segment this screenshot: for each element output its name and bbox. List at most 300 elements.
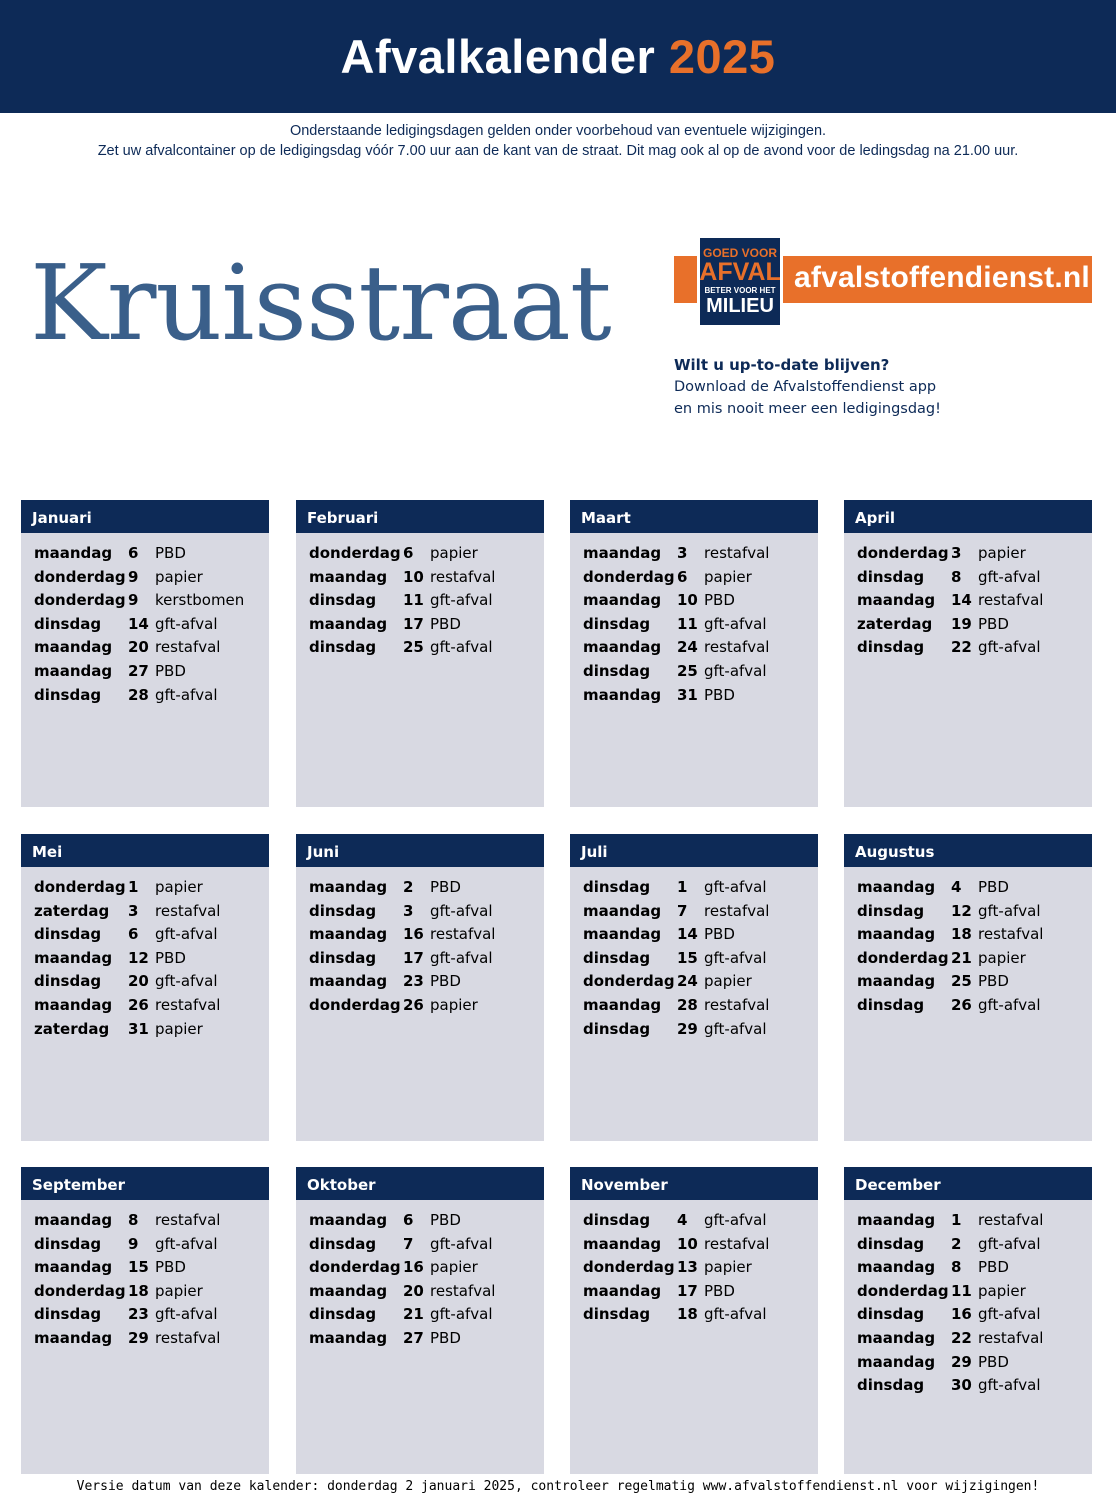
collection-entry [34,923,269,947]
collection-entry [309,1327,544,1351]
month-title: Maart [570,500,818,533]
entry-waste-type: papier [155,567,203,586]
entry-waste-type: gft-afval [978,995,1041,1014]
entry-list [21,533,269,707]
entry-date: 21 [403,1305,424,1324]
entry-list [570,533,818,707]
entry-list [296,533,544,660]
entry-day: donderdag [309,544,401,562]
entry-date: 28 [677,995,698,1014]
collection-entry [857,1256,1092,1280]
entry-day: dinsdag [857,901,925,920]
entry-waste-type: restafval [978,925,1044,944]
collection-entry [309,1303,544,1327]
entry-waste-type: papier [430,1258,478,1277]
brand-url[interactable]: afvalstoffendienst.nl [794,261,1090,294]
collection-entry [583,947,818,971]
entry-waste-type: gft-afval [155,972,218,991]
collection-entry [857,1351,1092,1375]
collection-entry [34,900,269,924]
entry-waste-type: gft-afval [704,614,767,633]
collection-entry [857,947,1092,971]
entry-day: donderdag [309,1258,401,1277]
entry-list [21,867,269,1041]
entry-list [570,1200,818,1327]
collection-entry [857,994,1092,1018]
month-panel [570,834,818,1141]
entry-waste-type: gft-afval [430,638,493,657]
collection-entry [34,542,269,566]
entry-date: 6 [403,544,414,562]
entry-waste-type: restafval [704,638,770,657]
collection-entry [34,613,269,637]
entry-waste-type: PBD [155,1258,186,1277]
entry-waste-type: papier [978,1281,1026,1300]
entry-day: zaterdag [857,614,933,633]
collection-entry [583,1233,818,1257]
title-text: Afvalkalender [340,30,656,83]
entry-day: donderdag [34,567,126,586]
entry-day: maandag [583,544,662,562]
entry-waste-type: gft-afval [430,901,493,920]
entry-day: maandag [583,685,662,704]
collection-entry [857,900,1092,924]
entry-date: 1 [951,1211,962,1229]
badge-line-3: BETER VOOR HET [704,286,776,295]
entry-day: dinsdag [583,614,651,633]
collection-entry [583,876,818,900]
entry-date: 6 [403,1211,414,1229]
collection-entry [34,684,269,708]
entry-date: 7 [403,1234,414,1253]
collection-entry [34,660,269,684]
entry-waste-type: restafval [704,544,770,562]
entry-waste-type: PBD [978,1352,1009,1371]
collection-entry [309,970,544,994]
entry-list [21,1200,269,1351]
collection-entry [857,876,1092,900]
collection-entry [309,566,544,590]
entry-waste-type: PBD [430,614,461,633]
entry-waste-type: restafval [978,591,1044,610]
collection-entry [583,613,818,637]
entry-waste-type: PBD [155,661,186,680]
collection-entry [34,1256,269,1280]
entry-date: 25 [403,638,424,657]
entry-day: maandag [34,661,113,680]
entry-date: 3 [128,901,139,920]
collection-entry [857,589,1092,613]
entry-day: maandag [857,1352,936,1371]
entry-waste-type: gft-afval [978,638,1041,657]
entry-day: maandag [34,1211,113,1229]
entry-list [296,1200,544,1351]
entry-date: 18 [951,925,972,944]
collection-entry [34,1018,269,1042]
entry-date: 6 [128,544,139,562]
entry-waste-type: PBD [430,1328,461,1347]
entry-waste-type: PBD [430,878,461,896]
collection-entry [309,947,544,971]
collection-entry [34,1280,269,1304]
entry-date: 27 [128,661,149,680]
entry-waste-type: PBD [704,925,735,944]
notice-line-1: Onderstaande ledigingsdagen gelden onder voorbehoud van eventuele wijzigingen. [289,123,827,139]
entry-date: 17 [403,614,424,633]
entry-date: 27 [403,1328,424,1347]
entry-list [570,867,818,1041]
entry-day: donderdag [34,878,126,896]
collection-entry [857,970,1092,994]
entry-date: 6 [677,567,688,586]
entry-day: donderdag [857,544,949,562]
entry-waste-type: gft-afval [704,948,767,967]
entry-day: maandag [309,925,388,944]
entry-date: 1 [128,878,139,896]
entry-date: 30 [951,1376,972,1395]
entry-day: maandag [309,567,388,586]
entry-waste-type: papier [155,878,203,896]
collection-entry [309,636,544,660]
entry-waste-type: restafval [704,995,770,1014]
entry-waste-type: papier [704,567,752,586]
entry-date: 26 [951,995,972,1014]
collection-entry [309,900,544,924]
entry-date: 9 [128,591,139,610]
collection-entry [857,923,1092,947]
entry-waste-type: restafval [155,638,221,657]
entry-waste-type: restafval [155,901,221,920]
entry-waste-type: gft-afval [430,1305,493,1324]
entry-day: dinsdag [34,1234,102,1253]
month-title: Februari [296,500,544,533]
entry-day: dinsdag [34,614,102,633]
entry-day: dinsdag [583,878,651,896]
entry-day: maandag [34,638,113,657]
entry-date: 4 [677,1211,688,1229]
month-title: November [570,1167,818,1200]
entry-list [844,867,1092,1018]
entry-waste-type: gft-afval [155,1234,218,1253]
entry-day: maandag [34,948,113,967]
entry-day: dinsdag [583,1211,651,1229]
collection-entry [583,566,818,590]
collection-entry [857,1327,1092,1351]
month-title: Januari [21,500,269,533]
app-promo [674,354,941,420]
entry-waste-type: restafval [978,1328,1044,1347]
entry-date: 11 [951,1281,972,1300]
collection-entry [583,994,818,1018]
entry-day: dinsdag [34,1305,102,1324]
collection-entry [583,542,818,566]
entry-waste-type: PBD [978,972,1009,991]
entry-waste-type: gft-afval [978,1305,1041,1324]
entry-day: dinsdag [583,1019,651,1038]
collection-entry [34,1303,269,1327]
entry-day: maandag [34,544,113,562]
entry-date: 8 [128,1211,139,1229]
collection-entry [34,970,269,994]
entry-date: 3 [677,544,688,562]
entry-date: 16 [403,1258,424,1277]
entry-day: maandag [857,925,936,944]
entry-day: donderdag [857,1281,949,1300]
entry-day: dinsdag [34,925,102,944]
entry-day: dinsdag [34,972,102,991]
entry-day: maandag [857,972,936,991]
brand-badge [697,235,783,328]
entry-day: dinsdag [857,1376,925,1395]
entry-date: 4 [951,878,962,896]
month-title: December [844,1167,1092,1200]
collection-entry [583,1303,818,1327]
month-title: Augustus [844,834,1092,867]
entry-day: dinsdag [583,1305,651,1324]
brand-logo[interactable] [674,235,1094,330]
entry-day: dinsdag [309,591,377,610]
entry-day: dinsdag [309,1234,377,1253]
entry-day: dinsdag [857,638,925,657]
entry-waste-type: gft-afval [704,1305,767,1324]
entry-waste-type: gft-afval [430,1234,493,1253]
title-year: 2025 [668,30,776,83]
entry-waste-type: restafval [155,1211,221,1229]
entry-waste-type: papier [430,544,478,562]
entry-waste-type: PBD [978,1258,1009,1277]
collection-entry [309,923,544,947]
entry-day: maandag [857,1211,936,1229]
month-title: Juni [296,834,544,867]
entry-date: 9 [128,1234,139,1253]
entry-waste-type: gft-afval [704,1211,767,1229]
month-title: Oktober [296,1167,544,1200]
entry-date: 11 [403,591,424,610]
entry-day: donderdag [583,567,675,586]
month-panel [21,500,269,807]
entry-day: donderdag [857,948,949,967]
entry-date: 16 [403,925,424,944]
entry-waste-type: restafval [978,1211,1044,1229]
badge-line-4: MILIEU [706,295,774,317]
entry-date: 24 [677,638,698,657]
entry-day: zaterdag [34,901,110,920]
badge-line-1: GOED VOOR [702,246,777,260]
collection-entry [583,1256,818,1280]
entry-waste-type: PBD [978,614,1009,633]
entry-day: dinsdag [309,638,377,657]
entry-day: maandag [34,995,113,1014]
month-title: September [21,1167,269,1200]
collection-entry [583,923,818,947]
collection-entry [309,1209,544,1233]
entry-day: dinsdag [309,948,377,967]
entry-date: 24 [677,972,698,991]
entry-day: dinsdag [857,995,925,1014]
month-panel [570,500,818,807]
entry-waste-type: PBD [430,1211,461,1229]
entry-day: maandag [34,1328,113,1347]
entry-waste-type: papier [704,972,752,991]
collection-entry [34,1209,269,1233]
month-panel [21,1167,269,1474]
entry-waste-type: gft-afval [155,614,218,633]
entry-date: 22 [951,638,972,657]
entry-date: 10 [677,1234,698,1253]
entry-day: maandag [583,995,662,1014]
entry-waste-type: PBD [704,591,735,610]
entry-date: 20 [128,638,149,657]
entry-day: donderdag [309,995,401,1014]
entry-date: 25 [677,661,698,680]
entry-date: 8 [951,567,962,586]
entry-waste-type: PBD [704,685,735,704]
entry-waste-type: papier [155,1019,203,1038]
entry-day: maandag [857,591,936,610]
entry-waste-type: PBD [704,1281,735,1300]
entry-day: maandag [309,972,388,991]
entry-date: 17 [403,948,424,967]
collection-entry [34,947,269,971]
entry-date: 20 [403,1281,424,1300]
entry-date: 21 [951,948,972,967]
collection-entry [309,1280,544,1304]
entry-date: 23 [128,1305,149,1324]
entry-waste-type: PBD [430,972,461,991]
collection-entry [309,613,544,637]
collection-entry [857,1209,1092,1233]
entry-day: dinsdag [857,1305,925,1324]
entry-list [296,867,544,1018]
entry-waste-type: gft-afval [155,925,218,944]
entry-day: dinsdag [857,567,925,586]
street-name: Kruisstraat [30,242,611,364]
entry-waste-type: gft-afval [704,878,767,896]
month-panel [844,1167,1092,1474]
entry-date: 2 [403,878,414,896]
entry-waste-type: restafval [430,925,496,944]
entry-day: maandag [857,878,936,896]
collection-entry [309,876,544,900]
collection-entry [857,1303,1092,1327]
entry-date: 28 [128,685,149,704]
notice-text [0,121,1116,161]
entry-waste-type: gft-afval [978,901,1041,920]
entry-date: 20 [128,972,149,991]
entry-date: 18 [677,1305,698,1324]
entry-waste-type: PBD [978,878,1009,896]
collection-entry [34,636,269,660]
entry-date: 3 [403,901,414,920]
version-footer: Versie datum van deze kalender: donderdag 2 januari 2025, controleer regelmatig www.afvalstoffendienst.nl voor wijzigingen! [76,1479,1040,1494]
collection-entry [583,970,818,994]
month-panel [844,500,1092,807]
month-panel [296,1167,544,1474]
entry-date: 8 [951,1258,962,1277]
entry-waste-type: restafval [430,567,496,586]
entry-date: 26 [128,995,149,1014]
entry-day: maandag [583,638,662,657]
entry-day: maandag [309,1211,388,1229]
entry-date: 15 [128,1258,149,1277]
entry-waste-type: restafval [155,1328,221,1347]
entry-date: 29 [951,1352,972,1371]
entry-day: maandag [583,925,662,944]
collection-entry [34,994,269,1018]
entry-day: maandag [309,878,388,896]
entry-date: 19 [951,614,972,633]
entry-date: 23 [403,972,424,991]
entry-day: dinsdag [857,1234,925,1253]
entry-day: donderdag [34,1281,126,1300]
entry-date: 3 [951,544,962,562]
entry-waste-type: gft-afval [704,1019,767,1038]
month-panel [844,834,1092,1141]
entry-waste-type: papier [430,995,478,1014]
entry-date: 17 [677,1281,698,1300]
entry-waste-type: papier [978,948,1026,967]
entry-date: 2 [951,1234,962,1253]
entry-day: dinsdag [583,661,651,680]
collection-entry [34,589,269,613]
collection-entry [583,589,818,613]
entry-waste-type: restafval [430,1281,496,1300]
entry-day: zaterdag [34,1019,110,1038]
collection-entry [583,636,818,660]
collection-entry [309,1233,544,1257]
entry-day: dinsdag [309,901,377,920]
entry-date: 15 [677,948,698,967]
collection-entry [309,1256,544,1280]
collection-entry [583,684,818,708]
entry-day: dinsdag [309,1305,377,1324]
entry-day: donderdag [583,1258,675,1277]
entry-waste-type: gft-afval [978,1234,1041,1253]
entry-day: maandag [309,1281,388,1300]
entry-day: maandag [583,901,662,920]
entry-date: 10 [677,591,698,610]
collection-entry [857,1374,1092,1398]
entry-day: maandag [309,1328,388,1347]
entry-waste-type: gft-afval [430,948,493,967]
month-title: April [844,500,1092,533]
collection-entry [857,1233,1092,1257]
collection-entry [583,660,818,684]
page-header [0,0,1116,113]
entry-waste-type: papier [704,1258,752,1277]
collection-entry [857,542,1092,566]
collection-entry [34,1327,269,1351]
collection-entry [583,1280,818,1304]
page-title [341,29,776,84]
entry-day: dinsdag [34,685,102,704]
entry-date: 29 [677,1019,698,1038]
entry-date: 12 [128,948,149,967]
collection-entry [857,636,1092,660]
month-panel [21,834,269,1141]
collection-entry [857,566,1092,590]
collection-entry [34,876,269,900]
entry-day: maandag [857,1258,936,1277]
entry-day: maandag [583,1234,662,1253]
entry-list [844,1200,1092,1398]
entry-day: maandag [583,1281,662,1300]
entry-waste-type: gft-afval [155,685,218,704]
entry-waste-type: gft-afval [704,661,767,680]
entry-date: 13 [677,1258,698,1277]
notice-line-2: Zet uw afvalcontainer op de ledigingsdag vóór 7.00 uur aan de kant van de straat. Dit mag ook al op de avond voor de ledingsdag na 21.00 uur. [97,143,1019,159]
entry-day: donderdag [583,972,675,991]
